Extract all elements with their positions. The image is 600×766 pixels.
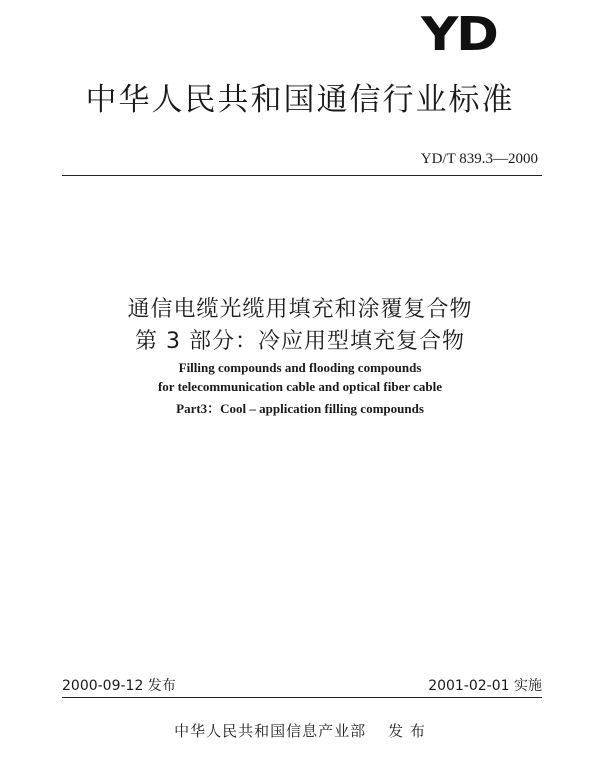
header-divider — [62, 175, 542, 176]
document-title-cn-line1: 通信电缆光缆用填充和涂覆复合物 — [127, 297, 473, 322]
publisher-line — [0, 720, 600, 741]
footer-divider — [62, 697, 542, 698]
issue-date: 2000-09-12 发布 — [62, 678, 176, 694]
document-title-en-line3: Part3：Cool – application filling compounds — [176, 401, 424, 416]
document-title-en-line1: Filling compounds and flooding compounds — [178, 360, 422, 375]
document-title-en-line2: for telecommunication cable and optical fiber cable — [157, 379, 443, 394]
publish-label: 发 布 — [388, 722, 426, 740]
document-title-cn-line2: 第 3 部分：冷应用型填充复合物 — [135, 329, 465, 354]
publisher-name: 中华人民共和国信息产业部 — [174, 722, 367, 740]
standard-code: YD/T 839.3—2000 — [420, 151, 538, 167]
implementation-date: 2001-02-01 实施 — [428, 678, 542, 694]
standard-category-title: 中华人民共和国通信行业标准 — [85, 82, 515, 118]
yd-logo: YD — [421, 7, 497, 61]
